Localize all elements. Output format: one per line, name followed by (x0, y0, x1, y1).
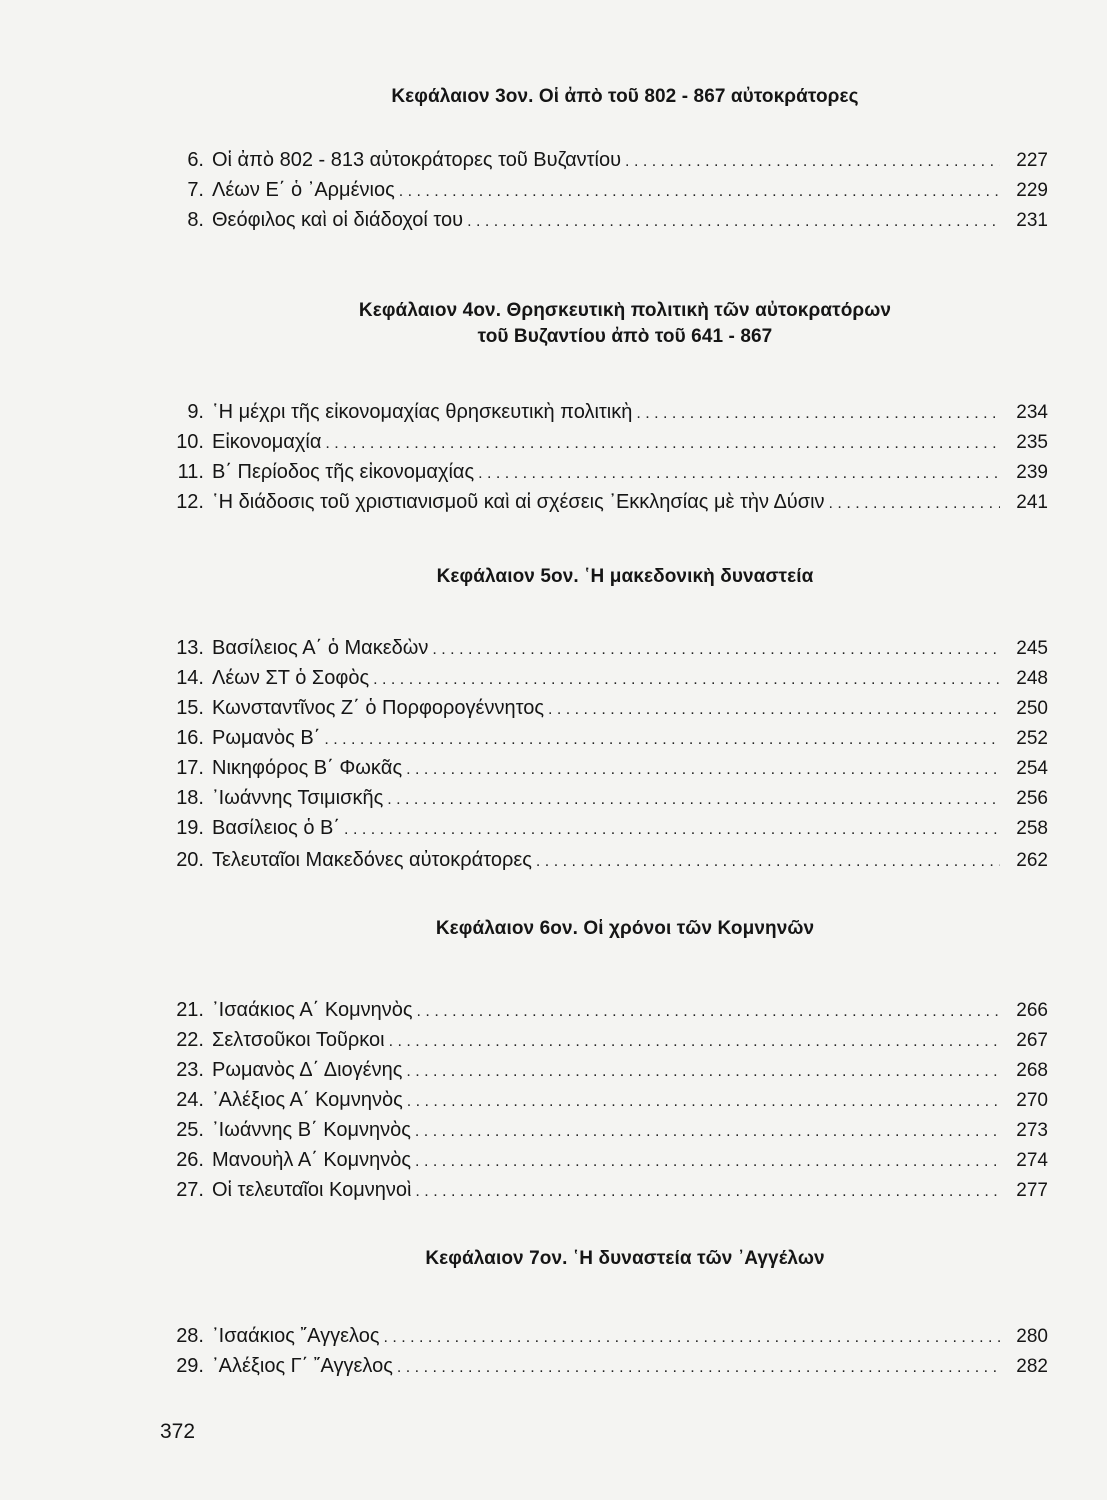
entry-number: 12. (176, 491, 204, 513)
entry-title: ᾿Ιωάννης Τσιμισκῆς (212, 787, 384, 809)
toc-entry (162, 664, 1048, 692)
toc-entry (162, 1116, 1048, 1144)
entry-page: 239 (1016, 462, 1048, 483)
entry-title: Κωνσταντῖνος Ζ΄ ὁ Πορφορογέννητος (212, 697, 544, 719)
toc-entry (162, 1322, 1048, 1350)
chapter-3-heading (160, 84, 1090, 110)
chapter-6-heading (160, 916, 1090, 942)
entry-title: ῾Η μέχρι τῆς εἰκονομαχίας θρησκευτικὴ πολιτικὴ (212, 401, 633, 423)
dot-leader (344, 816, 1000, 844)
entry-page: 245 (1016, 638, 1048, 659)
entry-page: 282 (1016, 1356, 1048, 1377)
toc-entry (162, 176, 1048, 204)
dot-leader (406, 1058, 1000, 1086)
entry-page: 229 (1016, 180, 1048, 201)
chapter-heading-line: Κεφάλαιον 4ον. Θρησκευτικὴ πολιτικὴ τῶν αὐτοκρατόρων (358, 300, 892, 321)
chapter-heading-line: τοῦ Βυζαντίου ἀπὸ τοῦ 641 - 867 (477, 326, 773, 347)
toc-entry (162, 206, 1048, 234)
entry-title: Εἰκονομαχία (212, 431, 322, 453)
entry-title: ᾿Αλέξιος Γ΄ ῎Αγγελος (212, 1355, 393, 1377)
chapter-heading-line: Κεφάλαιον 5ον. ῾Η μακεδονικὴ δυναστεία (436, 566, 814, 587)
entry-page: 270 (1016, 1090, 1048, 1111)
entry-number: 28. (176, 1325, 204, 1347)
entry-number: 20. (176, 849, 204, 871)
dot-leader (407, 1088, 1000, 1116)
toc-entry (162, 1146, 1048, 1174)
entry-number: 22. (176, 1029, 204, 1051)
chapter-heading-line: Κεφάλαιον 6ον. Οἱ χρόνοι τῶν Κομνηνῶν (435, 918, 815, 939)
entry-number: 18. (176, 787, 204, 809)
entry-number: 29. (176, 1355, 204, 1377)
entry-number: 9. (187, 401, 204, 423)
entry-page: 248 (1016, 668, 1048, 689)
entry-title: Λέων ΣΤ ὁ Σοφὸς (212, 667, 370, 689)
dot-leader (625, 148, 1000, 176)
entry-number: 7. (187, 179, 204, 201)
entry-page: 277 (1016, 1180, 1048, 1201)
entry-number: 8. (187, 209, 204, 231)
dot-leader (417, 998, 1000, 1026)
toc-entry (162, 634, 1048, 662)
entry-title: Θεόφιλος καὶ οἱ διάδοχοί του (212, 209, 464, 231)
entry-page: 256 (1016, 788, 1048, 809)
toc-entry (162, 458, 1048, 486)
entry-page: 273 (1016, 1120, 1048, 1141)
dot-leader (397, 1354, 1000, 1382)
entry-title: ᾿Αλέξιος Α΄ Κομνηνὸς (212, 1089, 403, 1111)
toc-entry (162, 1352, 1048, 1380)
entry-page: 280 (1016, 1326, 1048, 1347)
dot-leader (373, 666, 1000, 694)
toc-entry (162, 724, 1048, 752)
entry-number: 23. (176, 1059, 204, 1081)
entry-page: 268 (1016, 1060, 1048, 1081)
page-number: 372 (160, 1420, 196, 1443)
chapter-heading-line: Κεφάλαιον 7ον. ῾Η δυναστεία τῶν ᾿Αγγέλων (425, 1248, 825, 1269)
entry-page: 252 (1016, 728, 1048, 749)
entry-number: 25. (176, 1119, 204, 1141)
toc-entry (162, 996, 1048, 1024)
entry-number: 16. (176, 727, 204, 749)
entry-title: Ρωμανὸς Β΄ (212, 727, 321, 749)
entry-page: 274 (1016, 1150, 1048, 1171)
entry-number: 13. (176, 637, 204, 659)
entry-number: 24. (176, 1089, 204, 1111)
entry-page: 241 (1016, 492, 1048, 513)
entry-page: 250 (1016, 698, 1048, 719)
entry-title: Οἱ ἀπὸ 802 - 813 αὐτοκράτορες τοῦ Βυζαντίου (212, 149, 622, 171)
toc-entry (162, 1086, 1048, 1114)
chapter-7-heading (160, 1246, 1090, 1272)
entry-number: 26. (176, 1149, 204, 1171)
entry-title: Τελευταῖοι Μακεδόνες αὐτοκράτορες (212, 849, 532, 871)
entry-title: ᾿Ισαάκιος Α΄ Κομνηνὸς (212, 999, 413, 1021)
entry-title: ῾Η διάδοσις τοῦ χριστιανισμοῦ καὶ αἱ σχέσεις ᾿Εκκλησίας μὲ τὴν Δύσιν (212, 491, 825, 513)
toc-entry (162, 1056, 1048, 1084)
dot-leader (415, 1148, 1000, 1176)
entry-number: 15. (176, 697, 204, 719)
toc-entry (162, 398, 1048, 426)
chapter-4-heading (160, 298, 1090, 350)
entry-title: Σελτσοῦκοι Τοῦρκοι (212, 1029, 385, 1051)
entry-number: 10. (176, 431, 204, 453)
dot-leader (548, 696, 1000, 724)
dot-leader (415, 1178, 1000, 1206)
entry-page: 227 (1016, 150, 1048, 171)
dot-leader (636, 400, 1000, 428)
toc-entry (162, 814, 1048, 842)
chapter-heading-line: Κεφάλαιον 3ον. Οἱ ἀπὸ τοῦ 802 - 867 αὐτοκράτορες (391, 86, 859, 107)
dot-leader (389, 1028, 1000, 1056)
toc-entry (162, 784, 1048, 812)
entry-number: 11. (177, 461, 204, 483)
entry-page: 254 (1016, 758, 1048, 779)
entry-title: Βασίλειος Α΄ ὁ Μακεδὼν (212, 637, 429, 659)
dot-leader (829, 490, 1000, 518)
entry-title: Λέων Ε΄ ὁ ᾿Αρμένιος (212, 179, 395, 201)
entry-page: 267 (1016, 1030, 1048, 1051)
dot-leader (406, 756, 1000, 784)
dot-leader (432, 636, 1000, 664)
entry-number: 6. (187, 149, 204, 171)
entry-page: 235 (1016, 432, 1048, 453)
dot-leader (387, 786, 1000, 814)
entry-title: Βασίλειος ὁ Β΄ (212, 817, 341, 839)
entry-page: 231 (1016, 210, 1048, 231)
entry-title: Μανουὴλ Α΄ Κομνηνὸς (212, 1149, 412, 1171)
dot-leader (478, 460, 1000, 488)
toc-entry (162, 1176, 1048, 1204)
toc-entry (162, 754, 1048, 782)
chapter-5-heading (160, 564, 1090, 590)
dot-leader (415, 1118, 1000, 1146)
entry-number: 27. (176, 1179, 204, 1201)
entry-page: 262 (1016, 850, 1048, 871)
entry-title: Νικηφόρος Β΄ Φωκᾶς (212, 757, 403, 779)
toc-entry (162, 146, 1048, 174)
dot-leader (325, 430, 1000, 458)
toc-entry (162, 1026, 1048, 1054)
entry-number: 17. (176, 757, 204, 779)
toc-entry (162, 488, 1048, 516)
dot-leader (324, 726, 1000, 754)
entry-title: Οἱ τελευταῖοι Κομνηνοὶ (212, 1179, 412, 1201)
entry-title: ᾿Ισαάκιος ῎Αγγελος (212, 1325, 380, 1347)
dot-leader (536, 848, 1000, 876)
toc-entry (162, 428, 1048, 456)
dot-leader (383, 1324, 1000, 1352)
dot-leader (467, 208, 1000, 236)
entry-number: 19. (176, 817, 204, 839)
entry-title: ᾿Ιωάννης Β΄ Κομνηνὸς (212, 1119, 411, 1141)
entry-page: 258 (1016, 818, 1048, 839)
entry-title: Β΄ Περίοδος τῆς εἰκονομαχίας (212, 461, 475, 483)
entry-title: Ρωμανὸς Δ΄ Διογένης (212, 1059, 403, 1081)
entry-number: 21. (176, 999, 204, 1021)
toc-entry (162, 694, 1048, 722)
entry-page: 266 (1016, 1000, 1048, 1021)
entry-number: 14. (176, 667, 204, 689)
toc-entry (162, 846, 1048, 874)
dot-leader (399, 178, 1000, 206)
entry-page: 234 (1016, 402, 1048, 423)
